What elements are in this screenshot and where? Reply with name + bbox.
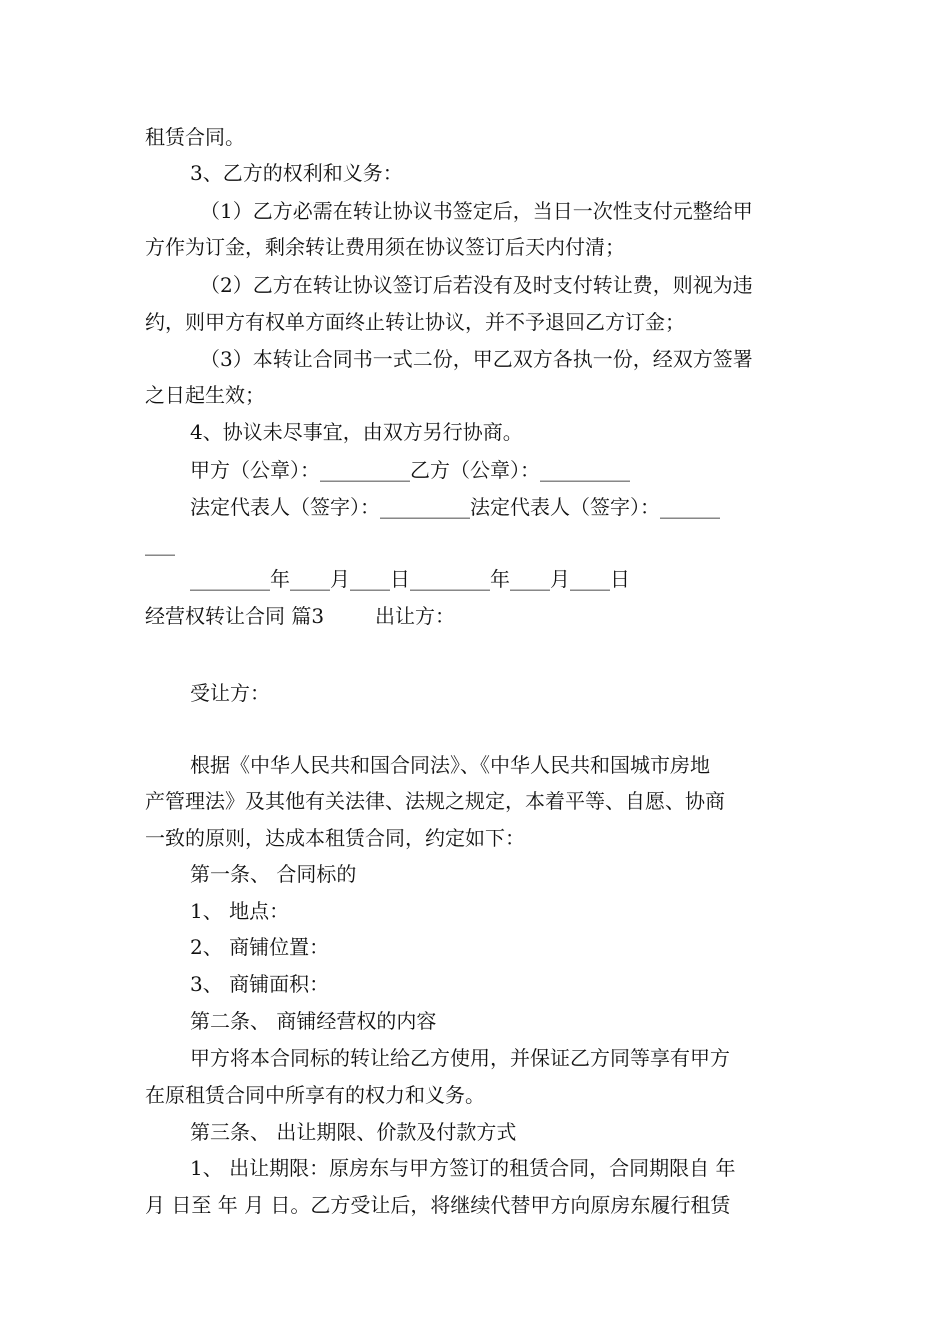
- text-line: 约，则甲方有权单方面终止转让协议，并不予退回乙方订金；: [145, 310, 685, 334]
- signature-line-continuation: ___: [145, 532, 175, 556]
- text-line: 之日起生效；: [145, 383, 265, 407]
- text-line: （2）乙方在转让协议签订后若没有及时支付转让费，则视为违: [200, 273, 753, 297]
- section-heading: 3、乙方的权利和义务：: [190, 161, 403, 185]
- transferee-label: 受让方：: [190, 681, 270, 705]
- article-heading: 第一条、 合同标的: [190, 862, 357, 886]
- text-line: （1）乙方必需在转让协议书签定后，当日一次性支付元整给甲: [200, 199, 753, 223]
- article-heading: 第二条、 商铺经营权的内容: [190, 1009, 437, 1033]
- text-line: 产管理法》及其他有关法律、法规之规定，本着平等、自愿、协商: [145, 789, 725, 813]
- text-line: 根据《中华人民共和国合同法》、《中华人民共和国城市房地: [190, 753, 710, 777]
- text-line: 甲方将本合同标的转让给乙方使用，并保证乙方同等享有甲方: [190, 1046, 730, 1070]
- section-heading: 4、协议未尽事宜，由双方另行协商。: [190, 420, 523, 444]
- list-item: 2、 商铺位置：: [190, 935, 330, 959]
- text-line: 在原租赁合同中所享有的权力和义务。: [145, 1083, 485, 1107]
- signature-line-party: 甲方（公章）：_________乙方（公章）：_________: [190, 458, 630, 482]
- text-line: 1、 出让期限：原房东与甲方签订的租赁合同，合同期限自 年: [190, 1156, 736, 1180]
- date-line: ________年____月____日________年____月____日: [190, 567, 630, 591]
- text-line: 月 日至 年 月 日。乙方受让后，将继续代替甲方向原房东履行租赁: [145, 1193, 731, 1217]
- signature-line-representative: 法定代表人（签字）：_________法定代表人（签字）：______: [190, 495, 720, 519]
- text-line: 一致的原则，达成本租赁合同，约定如下：: [145, 826, 525, 850]
- list-item: 3、 商铺面积：: [190, 972, 330, 996]
- text-line: （3）本转让合同书一式二份，甲乙双方各执一份，经双方签署: [200, 347, 753, 371]
- text-line: 租赁合同。: [145, 125, 245, 149]
- list-item: 1、 地点：: [190, 899, 290, 923]
- text-line: 方作为订金，剩余转让费用须在协议签订后天内付清；: [145, 235, 625, 259]
- article-heading: 第三条、 出让期限、价款及付款方式: [190, 1120, 517, 1144]
- contract-title: 经营权转让合同 篇3 出让方：: [145, 604, 455, 628]
